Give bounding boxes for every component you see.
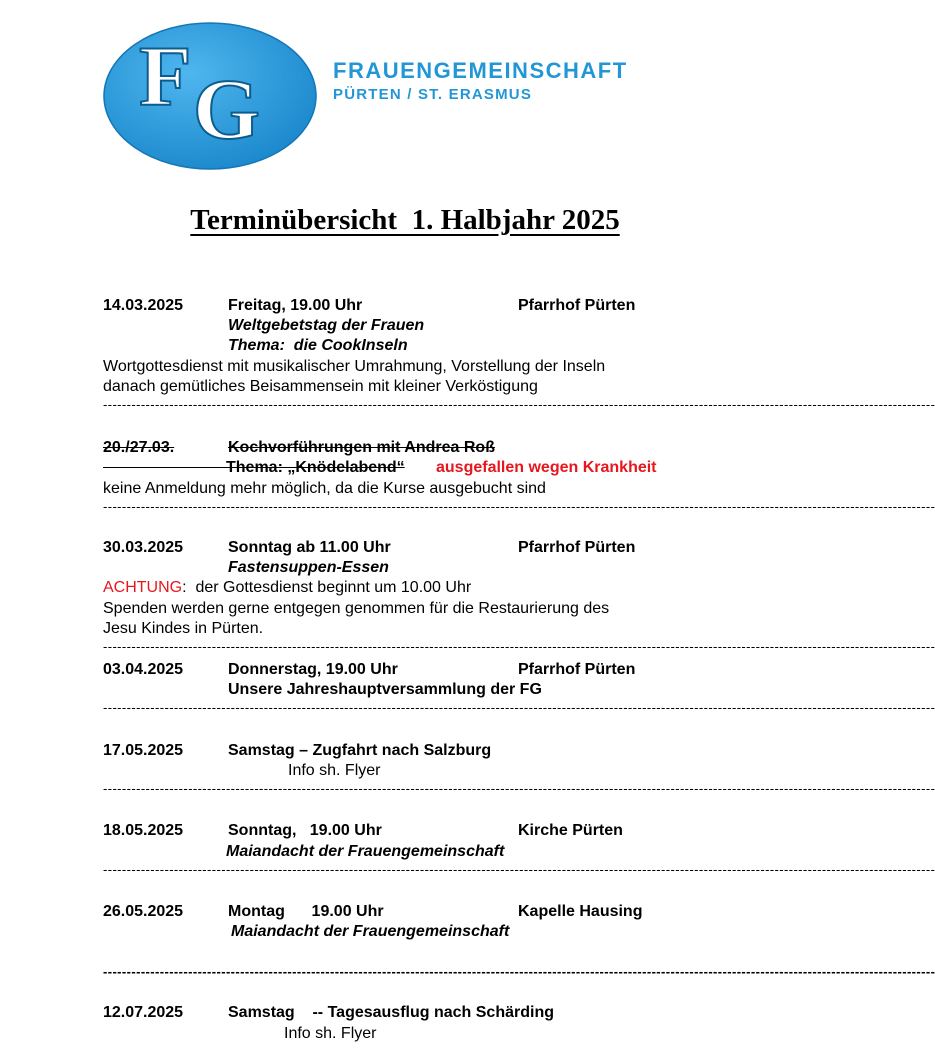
event-title: Weltgebetstag der Frauen (228, 317, 425, 334)
organization-header (333, 60, 628, 102)
event-time: Sonntag ab 11.00 Uhr (228, 539, 391, 556)
divider: -------------------------------------------------------------------------------------------------------------------------------------------------------------------------------- (103, 862, 935, 877)
strikethrough-line (103, 467, 226, 468)
svg-text:F: F (139, 28, 192, 124)
event-title: Unsere Jahreshauptversammlung der FG (228, 681, 542, 698)
event-description: Spenden werden gerne entgegen genommen für die Restaurierung des (103, 600, 610, 617)
event-info: Info sh. Flyer (284, 1025, 377, 1042)
event-date: 17.05.2025 (103, 742, 184, 759)
event-time: Sonntag, 19.00 Uhr (228, 822, 382, 839)
event-description: Wortgottesdienst mit musikalischer Umrahmung, Vorstellung der Inseln (103, 358, 606, 375)
event-date: 20./27.03. (103, 439, 175, 456)
event-alert (103, 578, 471, 598)
divider: -------------------------------------------------------------------------------------------------------------------------------------------------------------------------------- (103, 700, 935, 715)
event-time: Kochvorführungen mit Andrea Roß (228, 439, 495, 456)
event-title: Fastensuppen-Essen (228, 559, 389, 576)
event-date: 03.04.2025 (103, 661, 184, 678)
divider: -------------------------------------------------------------------------------------------------------------------------------------------------------------------------------- (103, 499, 935, 514)
divider: -------------------------------------------------------------------------------------------------------------------------------------------------------------------------------- (103, 639, 935, 654)
event-place: Kapelle Hausing (518, 903, 643, 920)
event-place: Pfarrhof Pürten (518, 539, 636, 556)
divider: -------------------------------------------------------------------------------------------------------------------------------------------------------------------------------- (103, 964, 935, 979)
svg-text:G: G (193, 61, 260, 157)
event-date: 30.03.2025 (103, 539, 184, 556)
event-time: Samstag -- Tagesausflug nach Schärding (228, 1004, 554, 1021)
event-subtitle: Thema: „Knödelabend“ (226, 459, 405, 476)
organization-location: PÜRTEN / ST. ERASMUS (333, 86, 533, 103)
event-place: Kirche Pürten (518, 822, 623, 839)
event-description: keine Anmeldung mehr möglich, da die Kurse ausgebucht sind (103, 480, 546, 497)
organization-name: FRAUENGEMEINSCHAFT (333, 58, 628, 83)
event-subtitle: Thema: die CookInseln (228, 337, 408, 354)
cancellation-notice: ausgefallen wegen Krankheit (436, 459, 657, 476)
event-date: 14.03.2025 (103, 297, 184, 314)
event-date: 18.05.2025 (103, 822, 184, 839)
event-date: 12.07.2025 (103, 1004, 184, 1021)
event-description: danach gemütliches Beisammensein mit kleiner Verköstigung (103, 378, 538, 395)
divider: -------------------------------------------------------------------------------------------------------------------------------------------------------------------------------- (103, 397, 935, 412)
page-title: Terminübersicht 1. Halbjahr 2025 (190, 204, 620, 236)
divider: -------------------------------------------------------------------------------------------------------------------------------------------------------------------------------- (103, 781, 935, 796)
event-title: Maiandacht der Frauengemeinschaft (226, 843, 505, 860)
fg-logo (103, 22, 317, 170)
alert-label: ACHTUNG (103, 579, 183, 596)
event-time: Freitag, 19.00 Uhr (228, 297, 363, 314)
event-time: Samstag – Zugfahrt nach Salzburg (228, 742, 492, 759)
event-place: Pfarrhof Pürten (518, 297, 636, 314)
alert-text: : der Gottesdienst beginnt um 10.00 Uhr (182, 579, 472, 596)
event-date: 26.05.2025 (103, 903, 184, 920)
event-info: Info sh. Flyer (288, 762, 381, 779)
event-description: Jesu Kindes in Pürten. (103, 620, 264, 637)
event-time: Donnerstag, 19.00 Uhr (228, 661, 398, 678)
event-place: Pfarrhof Pürten (518, 661, 636, 678)
event-title: Maiandacht der Frauengemeinschaft (231, 923, 510, 940)
event-time: Montag 19.00 Uhr (228, 903, 384, 920)
